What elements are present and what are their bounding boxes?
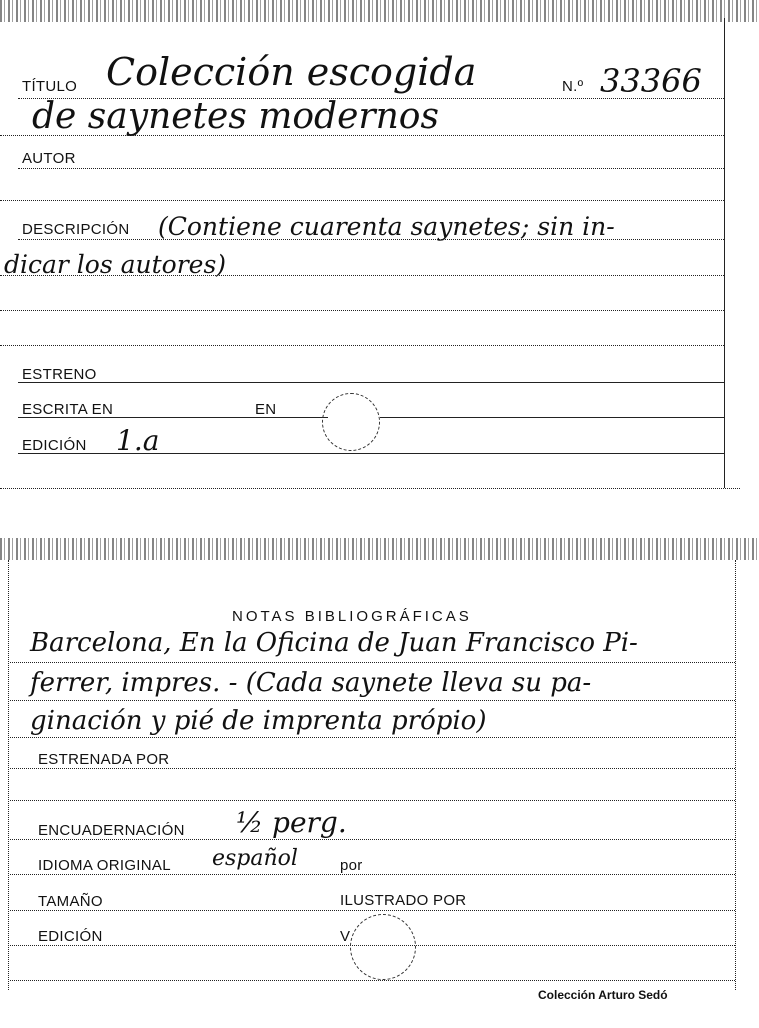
notas-line2: ferrer, impres. - (Cada saynete lleva su pa-: [30, 668, 592, 698]
blank-rule-1: [0, 310, 724, 311]
encuadernacion-label: ENCUADERNACIÓN: [38, 822, 185, 839]
notas-line3: ginación y pié de imprenta própio): [30, 706, 487, 736]
descripcion-rule: [18, 239, 724, 240]
notas-rule-1: [10, 662, 735, 663]
titulo-label: TÍTULO: [22, 78, 78, 95]
number-value: 33366: [600, 62, 702, 100]
estrenada-rule: [10, 768, 735, 769]
ilustrado-label: ILUSTRADO POR: [340, 892, 467, 909]
card-border-right: [724, 18, 725, 488]
card-bottom-rule: [10, 980, 735, 981]
descripcion-rule-2: [0, 275, 724, 276]
v-label: V: [340, 928, 351, 945]
edicion-rule: [18, 453, 724, 454]
estrenada-rule-2: [10, 800, 735, 801]
edicion-value: 1.a: [116, 424, 160, 457]
notas-line1: Barcelona, En la Oficina de Juan Francisco Pi-: [30, 628, 638, 658]
number-label: N.º: [562, 78, 584, 95]
por-label: por: [340, 857, 363, 874]
stamp-circle-bottom: [350, 914, 416, 980]
tamano-rule: [10, 910, 735, 911]
idioma-value: español: [212, 846, 298, 871]
stamp-circle-top: [322, 393, 380, 451]
descripcion-label: DESCRIPCIÓN: [22, 221, 130, 238]
estreno-rule: [18, 382, 724, 383]
en-label: EN: [255, 401, 277, 418]
autor-rule: [18, 168, 724, 169]
descripcion-value-line1: (Contiene cuarenta saynetes; sin in-: [158, 212, 615, 241]
blank-rule-2: [0, 345, 724, 346]
titulo-value-line1: Colección escogida: [106, 50, 477, 94]
collection-footer: Colección Arturo Sedó: [538, 988, 668, 1002]
titulo-rule-2: [0, 135, 724, 136]
card-top-bottom-rule: [0, 488, 740, 489]
tamano-label: TAMAÑO: [38, 893, 103, 910]
idioma-rule: [10, 874, 735, 875]
descripcion-value-line2: dicar los autores): [4, 250, 227, 279]
autor-label: AUTOR: [22, 150, 76, 167]
encuadernacion-value: ½ perg.: [236, 806, 347, 839]
en-rule: [380, 417, 724, 418]
autor-rule-2: [0, 200, 724, 201]
encuadernacion-rule: [10, 839, 735, 840]
estrenada-label: ESTRENADA POR: [38, 751, 170, 768]
titulo-value-line2: de saynetes modernos: [32, 96, 439, 137]
notas-title: NOTAS BIBLIOGRÁFICAS: [232, 608, 472, 625]
edicion-bottom-label: EDICIÓN: [38, 928, 103, 945]
escrita-en-rule: [18, 417, 328, 418]
notas-rule-3: [10, 737, 735, 738]
scan-edge-bottom-card: [0, 538, 759, 560]
edicion-label: EDICIÓN: [22, 437, 87, 454]
escrita-en-label: ESCRITA EN: [22, 401, 114, 418]
card2-border-left: [8, 560, 9, 990]
estreno-label: ESTRENO: [22, 366, 97, 383]
idioma-label: IDIOMA ORIGINAL: [38, 857, 171, 874]
card2-border-right: [735, 560, 736, 990]
scan-edge-top: [0, 0, 759, 22]
notas-rule-2: [10, 700, 735, 701]
